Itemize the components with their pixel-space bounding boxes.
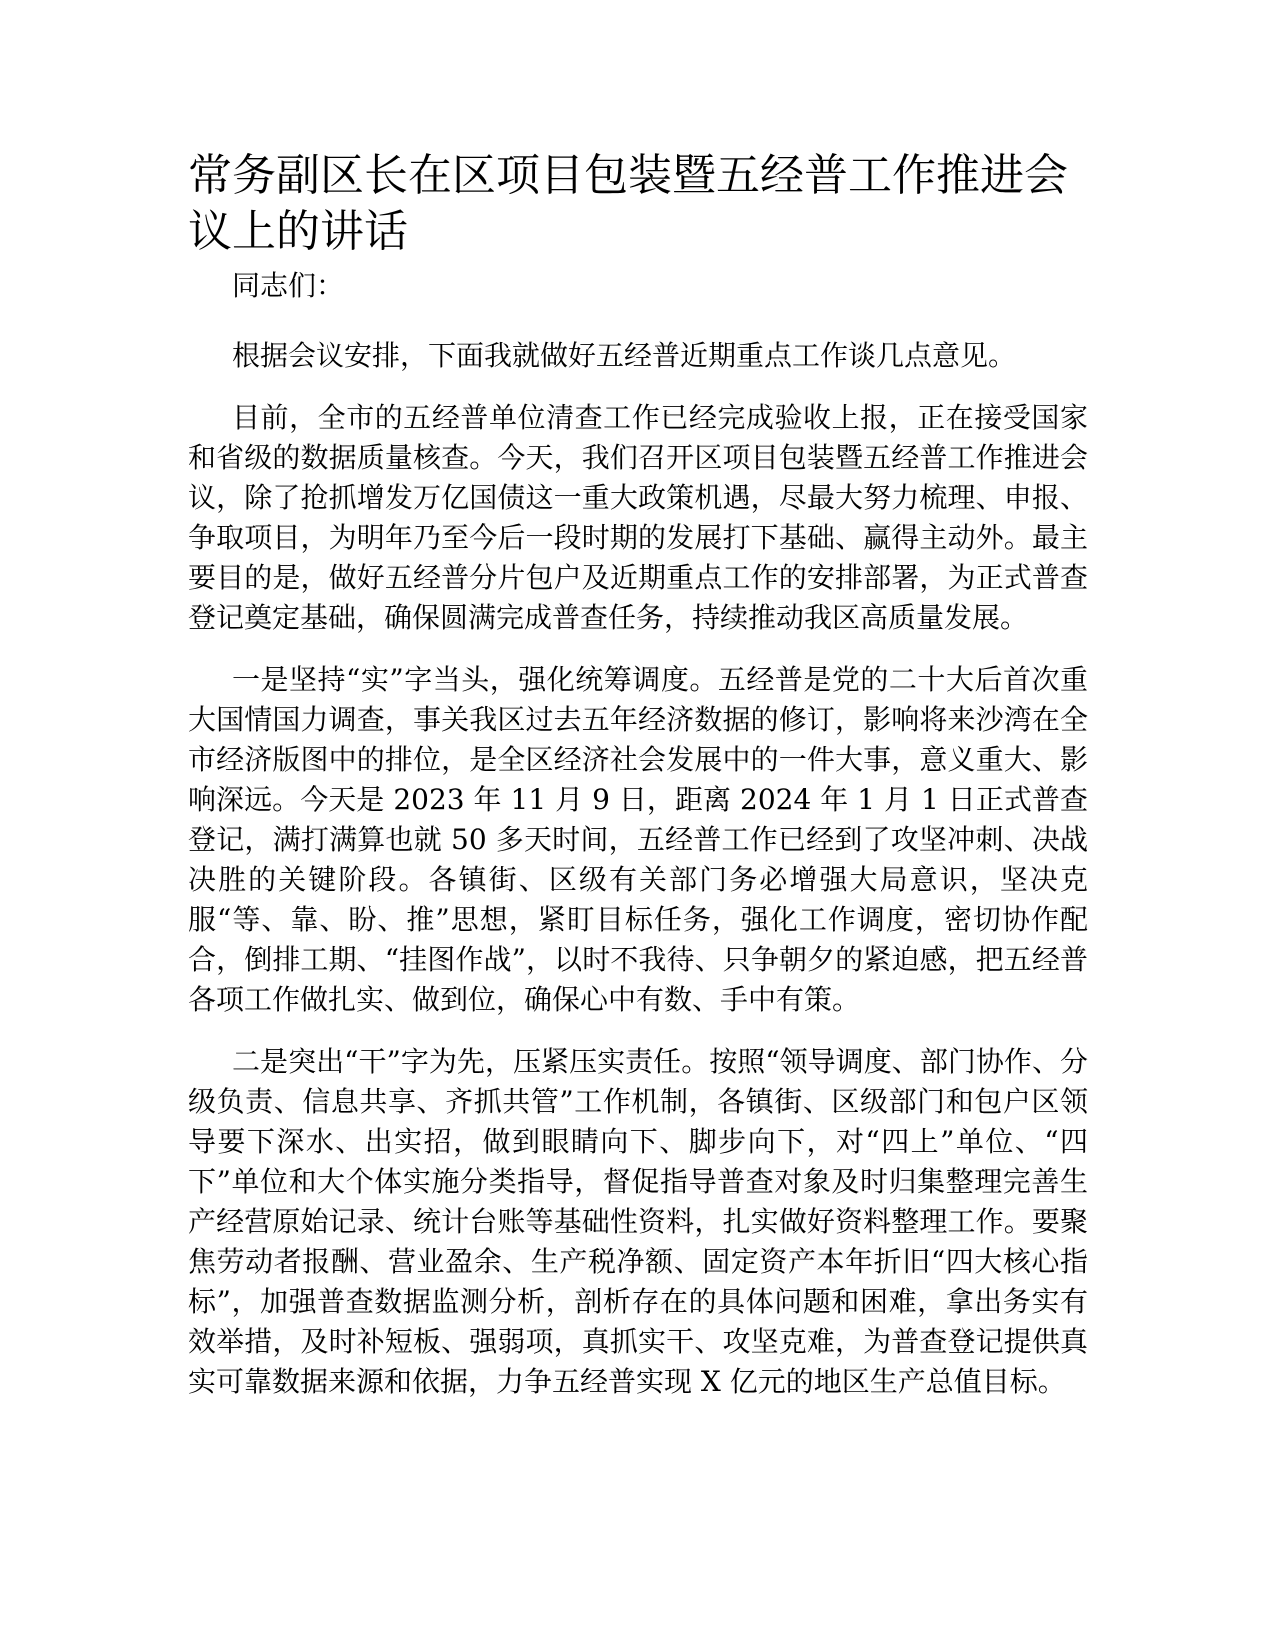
point-two-paragraph: 二是突出“干”字为先，压紧压实责任。按照“领导调度、部门协作、分级负责、信息共享、齐抓共管”工作机制，各镇街、区级部门和包户区领导要下深水、出实招，做到眼睛向下、脚步向下，对“四上”单位、“四下”单位和大个体实施分类指导，督促指导普查对象及时归集整理完善生产经营原始记录、统计台账等基础性资料，扎实做好资料整理工作。要聚焦劳动者报酬、营业盈余、生产税净额、固定资产本年折旧“四大核心指标”，加强普查数据监测分析，剖析存在的具体问题和困难，拿出务实有效举措，及时补短板、强弱项，真抓实干、攻坚克难，为普查登记提供真实可靠数据来源和依据，力争五经普实现 X 亿元的地区生产总值目标。 xyxy=(188,1045,1088,1398)
point-one-paragraph: 一是坚持“实”字当头，强化统筹调度。五经普是党的二十大后首次重大国情国力调查，事关我区过去五年经济数据的修订，影响将来沙湾在全市经济版图中的排位，是全区经济社会发展中的一件大事，意义重大、影响深远。今天是 2023 年 11 月 9 日，距离 2024 年 1 月 1 日正式普查登记，满打满算也就 50 多天时间，五经普工作已经到了攻坚冲刺、决战决胜的关键阶段。各镇街、区级有关部门务必增强大局意识，坚决克服“等、靠、盼、推”思想，紧盯目标任务，强化工作调度，密切协作配合，倒排工期、“挂图作战”，以时不我待、只争朝夕的紧迫感，把五经普各项工作做扎实、做到位，确保心中有数、手中有策。 xyxy=(188,663,1088,1016)
background-paragraph: 目前，全市的五经普单位清查工作已经完成验收上报，正在接受国家和省级的数据质量核查。今天，我们召开区项目包装暨五经普工作推进会议，除了抢抓增发万亿国债这一重大政策机遇，尽最大努力梳理、申报、争取项目，为明年乃至今后一段时期的发展打下基础、赢得主动外。最主要目的是，做好五经普分片包户及近期重点工作的安排部署，为正式普查登记奠定基础，确保圆满完成普查任务，持续推动我区高质量发展。 xyxy=(188,401,1088,634)
document-title: 常务副区长在区项目包装暨五经普工作推进会议上的讲话 xyxy=(188,150,1068,257)
document-body xyxy=(188,266,1088,1424)
salutation-paragraph: 同志们： xyxy=(232,269,345,302)
intro-paragraph: 根据会议安排，下面我就做好五经普近期重点工作谈几点意见。 xyxy=(232,339,1017,372)
